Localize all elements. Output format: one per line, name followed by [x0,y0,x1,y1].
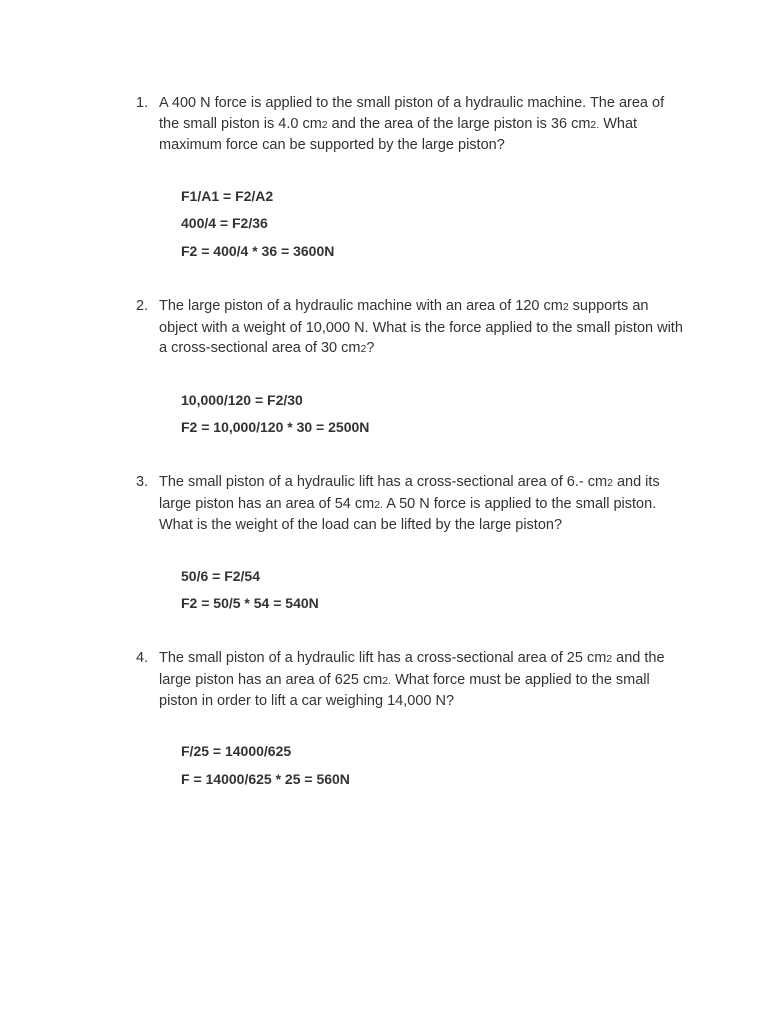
text-segment: A 50 N force is applied to the small piston. What is the weight of the load can be lifted by the large piston? [159,495,661,533]
text-segment: and the area of the large piston is 36 cm [327,115,591,132]
text-segment: The small piston of a hydraulic lift has a cross-sectional area of 6.- cm [159,474,608,490]
superscript-segment: 2. [382,674,392,687]
problem-text [159,93,684,156]
superscript-segment: 2. [374,498,383,511]
problem-number: 4. [136,650,149,666]
text-segment: What force must be applied to the small piston in order to lift a car weighing 14,000 N? [159,671,654,709]
superscript-segment: 2. [590,118,600,131]
work-line: 400/4 = F2/36 [181,215,268,231]
text-segment: What maximum force can be supported by the large piston? [159,115,642,153]
problem-number: 3. [136,474,149,490]
superscript-segment: 2 [607,477,613,489]
superscript-segment: 2 [321,118,328,131]
text-segment: and its large piston has an area of 54 cm [159,474,664,512]
text-segment: The small piston of a hydraulic lift has a cross-sectional area of 25 cm [159,650,607,666]
text-segment: and the large piston has an area of 625 cm [159,650,669,688]
text-segment: ? [366,340,375,356]
work-line: 10,000/120 = F2/30 [181,392,303,408]
problem-number: 2. [136,298,149,314]
work-line: F1/A1 = F2/A2 [181,188,274,204]
work-line: F = 14000/625 * 25 = 560N [181,771,350,787]
problem-text [159,472,684,536]
text-segment: A 400 N force is applied to the small piston of a hydraulic machine. The area of the small piston is 4.0 cm [159,95,669,132]
text-segment: supports an object with a weight of 10,000 N. What is the force applied to the small piston with a cross-sectional area of 30 cm [159,298,687,356]
work-line: F2 = 10,000/120 * 30 = 2500N [181,419,370,435]
work-line: F2 = 50/5 * 54 = 540N [181,595,319,611]
superscript-segment: 2 [360,343,367,355]
problem-text [159,648,684,712]
problem-number: 1. [136,95,149,111]
work-line: 50/6 = F2/54 [181,568,261,584]
work-line: F/25 = 14000/625 [181,743,292,759]
superscript-segment: 2 [606,653,613,665]
superscript-segment: 2 [562,301,569,313]
work-line: F2 = 400/4 * 36 = 3600N [181,243,335,259]
problem-text [159,296,687,360]
text-segment: The large piston of a hydraulic machine with an area of 120 cm [159,298,563,314]
